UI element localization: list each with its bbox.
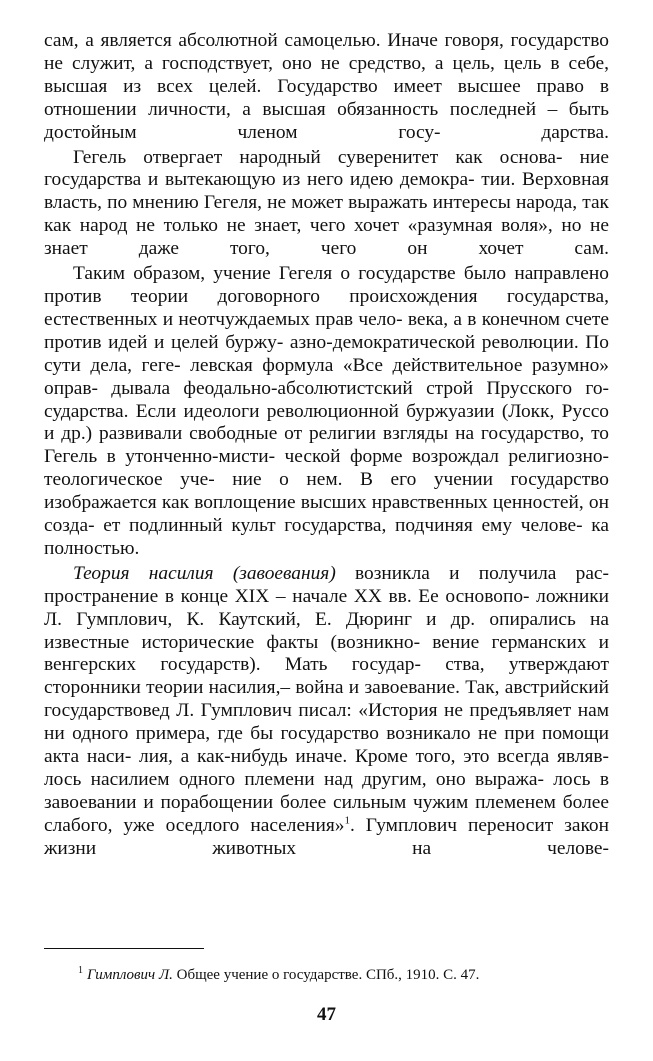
footnote-mark: 1 (78, 965, 83, 976)
line: тии. Верховная власть, по мнению Гегеля, не может (44, 169, 609, 214)
line: ние о нем. В его учении государство изображается как (44, 469, 609, 514)
line: вение германских и венгерских государств). Мать государ- (44, 631, 609, 676)
line: лось в завоевании и порабощении более сильным чужим (44, 769, 609, 813)
line: а цель, цель в себе, высшая из всех целей. Государство (44, 52, 609, 97)
line: (Локк, Руссо и др.) развивали свободные от религии (44, 400, 609, 445)
line: направлено против теории договорного происхождения (44, 263, 609, 307)
paragraph-4: Теория насилия (завоевания) возникла и получила рас- пространение в конце XIX – начале XX вв. Ее основопо- ложники Л. Гумплович, К. Каутский, Е. Дюринг и др. опирались на известные исторические факты (возникно- вение германских и венгерских государств). Мать государ- ства, утверждают сторонники теории насилия,– война и завоевание. Так, австрийский государствовед Л. Гумплович писал: «История не предъявляет нам ни одного примера, где бы государство возникало не при помощи акта наси- лия, а как-нибудь иначе. Кроме того, это всегда являв- лось насилием одного племени над другим, оно выража- лось в завоевании и порабощении более сильным чужим племенем более слабого, уже оседлого населения»$^1$. Гумплович переносит закон жизни животных на челове- (44, 562, 609, 859)
line: писал: «История не предъявляет нам ни одного примера, (44, 700, 609, 745)
line-last: того, чего он хочет сам. (229, 238, 609, 260)
line: Гегель отвергает народный суверенитет как основа- (73, 146, 563, 168)
line-last: ка полностью. (44, 515, 609, 559)
line: государство не служит, а господствует, оно не средство, (44, 30, 609, 74)
line: левская формула «Все действительное разумно» оправ- (44, 354, 609, 399)
line: обязанность последней – быть достойным членом госу- (44, 98, 609, 143)
line: где бы государство возникало не при помощи акта наси- (44, 723, 609, 768)
line: дывала феодально-абсолютистский строй Прусского го- (111, 377, 609, 399)
line: сударства. Если идеологи революционной буржуазии (44, 400, 495, 422)
paragraph-1 (44, 30, 609, 145)
line: опирались на известные исторические факты (возникно- (44, 608, 609, 653)
footnote-divider (44, 948, 204, 949)
line-last: Гумплович переносит закон жизни животных на челове- (44, 814, 609, 859)
line: воплощение высших нравственных ценностей, он созда- (44, 492, 609, 537)
footnote-author: Гимплович Л. (87, 967, 173, 983)
footnote (78, 966, 618, 984)
line: государства, естественных и неотчуждаемых прав чело- (44, 285, 609, 330)
line: лось насилием одного племени над другим, оно выража- (44, 769, 544, 790)
line-last: дарства. (541, 121, 609, 143)
line: племенем более слабого, уже оседлого населения» (44, 791, 609, 836)
line: ние государства и вытекающую из него идею демокра- (44, 146, 609, 191)
paragraph-3 (44, 263, 609, 561)
line: имеет высшее право в отношении личности, а высшая (44, 75, 609, 120)
line: сам, а является абсолютной самоцелью. Иначе говоря, (44, 30, 504, 51)
line: пространение в конце XIX – начале XX вв. Ее основопо- (44, 585, 530, 607)
line: ложники Л. Гумплович, К. Каутский, Е. Дюринг и др. (44, 585, 609, 630)
italic-term: Теория насилия (завоевания) (73, 562, 336, 584)
page-number: 47 (317, 1004, 336, 1025)
line: века, а в конечном счете против идей и целей буржу- (44, 308, 609, 353)
page-body (44, 30, 609, 861)
footnote-reference[interactable]: 1 (344, 814, 350, 827)
footnote-text: Общее учение о государстве. СПб., 1910. С. 47. (172, 967, 480, 983)
line: знает, чего хочет «разумная воля», но не знает даже (44, 215, 609, 260)
line: ческой форме возрождал религиозно-теологическое уче- (44, 446, 609, 491)
line: выражать интересы народа, так как народ не только не (44, 192, 609, 237)
line: возникла и получила рас- (335, 562, 609, 584)
paragraph-2 (44, 147, 609, 262)
line: ства, утверждают сторонники теории насилия,– война и (44, 654, 609, 699)
line: взгляды на государство, то Гегель в утонченно-мисти- (44, 423, 610, 468)
line: азно-демократической революции. По сути дела, геге- (44, 331, 609, 376)
line: завоевание. Так, австрийский государствовед Л. Гумплович (44, 677, 609, 722)
line: Таким образом, учение Гегеля о государстве было (73, 263, 507, 285)
line: лия, а как-нибудь иначе. Кроме того, это всегда являв- (139, 746, 609, 768)
line: ет подлинный культ государства, подчиняя ему челове- (103, 515, 583, 537)
